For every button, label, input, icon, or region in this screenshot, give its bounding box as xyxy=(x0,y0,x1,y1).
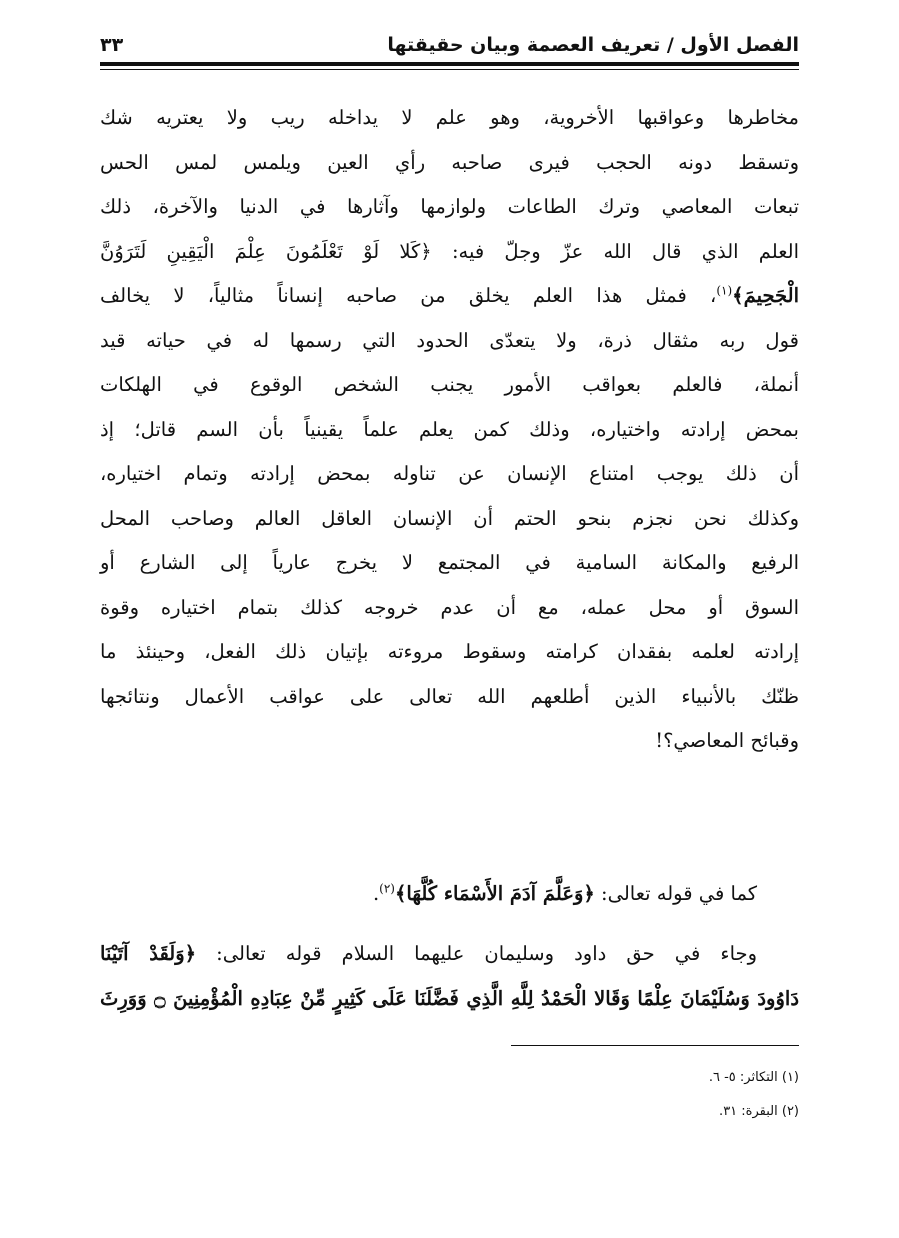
text-line: بمحض إرادته واختياره، وذلك كمن يعلم علماً يقينياً بأن السم قاتل؛ إذ xyxy=(100,417,799,441)
quran-verse: ﴿وَعَلَّمَ آدَمَ الأَسْمَاء كُلَّهَا﴾ xyxy=(394,882,595,905)
text-fragment: ، فمثل هذا العلم يخلق من صاحبه إنساناً مثالياً، لا يخالف xyxy=(100,284,717,307)
third-paragraph xyxy=(100,932,799,1021)
page-number: ٣٣ xyxy=(100,34,124,56)
footnotes xyxy=(100,1061,799,1129)
chapter-title: الفصل الأول / تعريف العصمة وبيان حقيقتها xyxy=(387,34,799,56)
main-paragraph xyxy=(100,96,799,764)
footnote: (١) التكاثر: ٥- ٦. xyxy=(708,1070,799,1085)
verse-paragraph xyxy=(100,872,799,917)
header-rule-thick xyxy=(100,62,799,66)
text-line: الرفيع والمكانة السامية في المجتمع لا يخرج عارياً إلى الشارع أو xyxy=(100,551,799,574)
header-rule-thin xyxy=(100,69,799,70)
text-line: وكذلك نحن نجزم بنحو الحتم أن الإنسان العاقل العالم وصاحب المحل xyxy=(100,506,799,530)
text-line: العلم الذي قال الله عزّ وجلّ فيه: ﴿كَلا لَوْ تَعْلَمُونَ عِلْمَ الْيَقِينِ لَتَرَوُنَّ xyxy=(100,239,799,263)
text-line xyxy=(100,274,799,319)
text-line: مخاطرها وعواقبها الأخروية، وهو علم لا يداخله ريب ولا يعتريه شك xyxy=(100,106,799,129)
footnote-marker: (١) xyxy=(716,283,733,298)
text-line: السوق أو محل عمله، مع أن عدم خروجه كذلك بتمام اختياره وقوة xyxy=(100,595,799,619)
footnote: (٢) البقرة: ٣١. xyxy=(719,1104,799,1119)
text-line: ظنّك بالأنبياء الذين أطلعهم الله تعالى على عواقب الأعمال ونتائجها xyxy=(100,684,799,708)
text-line: تبعات المعاصي وترك الطاعات ولوازمها وآثارها في الدنيا والآخرة، ذلك xyxy=(100,195,799,218)
text-line xyxy=(100,872,799,917)
text-line: أن ذلك يوجب امتناع الإنسان عن تناوله بمحض إرادته وتمام اختياره، xyxy=(100,462,799,485)
running-header xyxy=(100,30,799,60)
text-line: إرادته لعلمه بفقدان كرامته وسقوط مروءته بإتيان ذلك الفعل، وحينئذ ما xyxy=(100,640,799,663)
footnote-marker: (٢) xyxy=(379,881,395,896)
text-fragment: وجاء في حق داود وسليمان عليهما السلام قوله تعالى: xyxy=(196,942,757,965)
text-line: وقبائح المعاصي؟! xyxy=(655,729,799,752)
text-line: قول ربه مثقال ذرة، ولا يتعدّى الحدود التي رسمها له في حياته قيد xyxy=(100,328,799,352)
quran-verse: ﴿وَلَقَدْ آتَيْنَا xyxy=(100,942,197,965)
text-fragment: كما في قوله تعالى: xyxy=(594,882,757,905)
text-fragment: . xyxy=(372,882,380,905)
text-line xyxy=(100,932,799,977)
quran-verse: الْجَحِيمَ﴾ xyxy=(732,284,799,307)
quran-verse: دَاوُودَ وَسُلَيْمَانَ عِلْمًا وَقَالا الْحَمْدُ لِلَّهِ الَّذِي فَضَّلَنَا عَلَى كَثِيرٍ مِّنْ عِبَادِهِ الْمُؤْمِنِينَ ۝ وَوَرِثَ xyxy=(100,986,799,1010)
footnote-separator xyxy=(511,1045,799,1046)
text-line: أنملة، فالعلم بعواقب الأمور يجنب الشخص الوقوع في الهلكات xyxy=(100,373,799,396)
text-line: وتسقط دونه الحجب فيرى صاحبه رأي العين ويلمس لمس الحس xyxy=(100,150,799,174)
